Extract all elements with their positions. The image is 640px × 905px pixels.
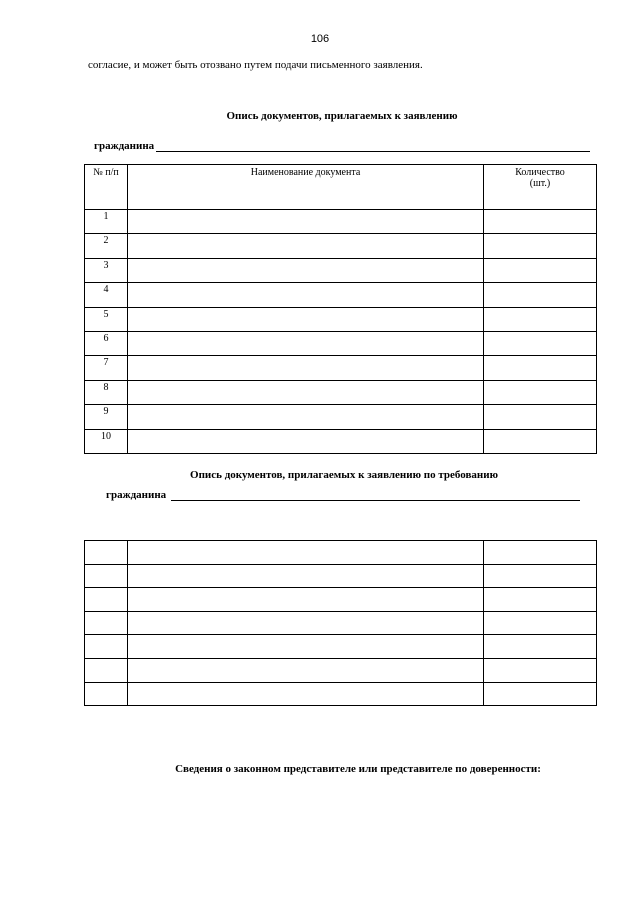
row-number-cell xyxy=(85,541,128,565)
document-name-cell[interactable] xyxy=(128,611,484,635)
table-row xyxy=(85,541,597,565)
quantity-cell[interactable] xyxy=(484,635,597,659)
quantity-cell[interactable] xyxy=(484,658,597,682)
row-number-cell: 8 xyxy=(85,380,128,404)
section1-title: Опись документов, прилагаемых к заявлению xyxy=(226,110,458,122)
quantity-cell[interactable] xyxy=(484,429,597,453)
row-number-cell: 3 xyxy=(85,258,128,282)
document-name-cell[interactable] xyxy=(128,429,484,453)
row-number-cell xyxy=(85,658,128,682)
document-name-cell[interactable] xyxy=(128,210,484,234)
row-number-cell: 2 xyxy=(85,234,128,258)
header-qty xyxy=(484,165,597,210)
row-number-cell xyxy=(85,588,128,612)
header-doc-name: Наименование документа xyxy=(128,165,484,210)
table-row xyxy=(85,258,597,282)
section2-title: Опись документов, прилагаемых к заявлению по требованию xyxy=(190,469,498,481)
quantity-cell[interactable] xyxy=(484,588,597,612)
document-name-cell[interactable] xyxy=(128,258,484,282)
section1-citizen-underline[interactable] xyxy=(156,140,590,152)
table-row xyxy=(85,588,597,612)
table-row xyxy=(85,682,597,706)
quantity-cell[interactable] xyxy=(484,682,597,706)
documents-table-on-request xyxy=(84,540,597,706)
quantity-cell[interactable] xyxy=(484,380,597,404)
table-row xyxy=(85,234,597,258)
document-name-cell[interactable] xyxy=(128,380,484,404)
table-row xyxy=(85,405,597,429)
table-row xyxy=(85,658,597,682)
document-name-cell[interactable] xyxy=(128,283,484,307)
section2-citizen-field[interactable] xyxy=(106,489,580,501)
table-row xyxy=(85,307,597,331)
document-name-cell[interactable] xyxy=(128,588,484,612)
quantity-cell[interactable] xyxy=(484,331,597,355)
document-name-cell[interactable] xyxy=(128,658,484,682)
table-row xyxy=(85,283,597,307)
intro-text: согласие, и может быть отозвано путем подачи письменного заявления. xyxy=(88,59,423,71)
page-number: 106 xyxy=(310,33,330,45)
table-row xyxy=(85,611,597,635)
document-name-cell[interactable] xyxy=(128,331,484,355)
quantity-cell[interactable] xyxy=(484,356,597,380)
document-name-cell[interactable] xyxy=(128,682,484,706)
quantity-cell[interactable] xyxy=(484,258,597,282)
table-row xyxy=(85,210,597,234)
row-number-cell: 1 xyxy=(85,210,128,234)
row-number-cell xyxy=(85,635,128,659)
quantity-cell[interactable] xyxy=(484,234,597,258)
quantity-cell[interactable] xyxy=(484,611,597,635)
table-row xyxy=(85,356,597,380)
table-row xyxy=(85,380,597,404)
row-number-cell xyxy=(85,611,128,635)
table-row xyxy=(85,331,597,355)
row-number-cell: 9 xyxy=(85,405,128,429)
document-name-cell[interactable] xyxy=(128,234,484,258)
document-name-cell[interactable] xyxy=(128,307,484,331)
quantity-cell[interactable] xyxy=(484,307,597,331)
quantity-cell[interactable] xyxy=(484,564,597,588)
row-number-cell: 10 xyxy=(85,429,128,453)
quantity-cell[interactable] xyxy=(484,541,597,565)
table-row xyxy=(85,429,597,453)
document-name-cell[interactable] xyxy=(128,564,484,588)
table-header-row xyxy=(85,165,597,210)
header-qty-label: Количество (шт.) xyxy=(515,167,565,189)
quantity-cell[interactable] xyxy=(484,405,597,429)
header-num: № п/п xyxy=(85,165,128,210)
quantity-cell[interactable] xyxy=(484,283,597,307)
section2-citizen-label: гражданина xyxy=(106,489,167,501)
row-number-cell: 5 xyxy=(85,307,128,331)
quantity-cell[interactable] xyxy=(484,210,597,234)
section1-citizen-field[interactable] xyxy=(94,140,590,152)
table-row xyxy=(85,635,597,659)
documents-table xyxy=(84,164,597,454)
row-number-cell xyxy=(85,682,128,706)
row-number-cell xyxy=(85,564,128,588)
section3-title: Сведения о законном представителе или представителе по доверенности: xyxy=(175,763,541,775)
document-name-cell[interactable] xyxy=(128,635,484,659)
document-name-cell[interactable] xyxy=(128,405,484,429)
row-number-cell: 4 xyxy=(85,283,128,307)
section1-citizen-label: гражданина xyxy=(94,140,155,152)
row-number-cell: 6 xyxy=(85,331,128,355)
table-row xyxy=(85,564,597,588)
section2-citizen-underline[interactable] xyxy=(171,489,580,501)
row-number-cell: 7 xyxy=(85,356,128,380)
document-name-cell[interactable] xyxy=(128,356,484,380)
document-name-cell[interactable] xyxy=(128,541,484,565)
